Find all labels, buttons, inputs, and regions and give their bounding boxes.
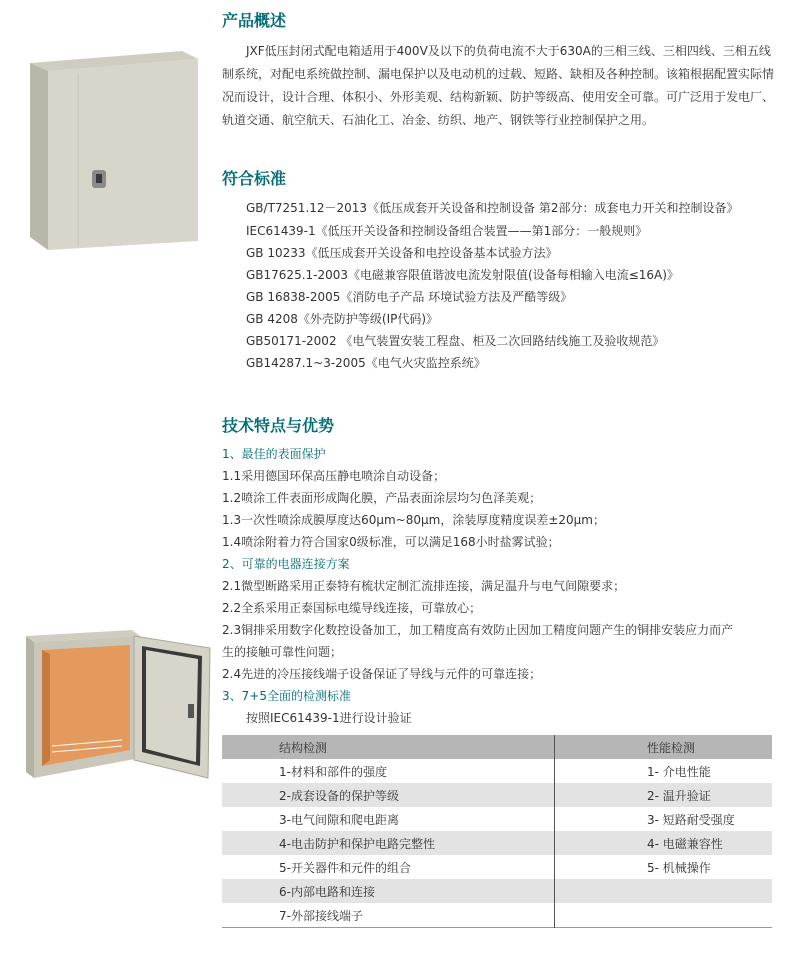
standard-item: IEC61439-1《低压开关设备和控制设备组合装置——第1部分：一般规则》: [246, 224, 648, 238]
table-cell: 5-开关器件和元件的组合: [222, 855, 555, 879]
feature-item: 2.4先进的冷压接线端子设备保证了导线与元件的可靠连接；: [222, 667, 542, 681]
standard-item: GB 4208《外壳防护等级(IP代码)》: [246, 312, 439, 326]
feature-item: 1.2喷涂工件表面形成陶化膜，产品表面涂层均匀色泽美观；: [222, 491, 542, 505]
feature-item: 2.3铜排采用数字化数控设备加工，加工精度高有效防止因加工精度问题产生的铜排安装应力而产: [222, 623, 734, 637]
table-row: [222, 903, 772, 928]
table-row: [222, 879, 772, 903]
feature-item: 2.1微型断路采用正泰特有梳状定制汇流排连接，满足温升与电气间隙要求；: [222, 579, 626, 593]
table-cell: 6-内部电路和连接: [222, 879, 555, 903]
table-row: [222, 807, 772, 831]
feature-section-3-title: 3、7+5全面的检测标准: [222, 689, 351, 703]
standard-item: GB/T7251.12－2013《低压成套开关设备和控制设备 第2部分：成套电力开关和控制设备》: [246, 201, 739, 215]
table-cell: 3- 短路耐受强度: [647, 812, 735, 827]
test-standards-table: [222, 735, 772, 928]
standard-item: GB 10233《低压成套开关设备和电控设备基本试验方法》: [246, 246, 558, 260]
table-cell: [555, 903, 773, 928]
open-cabinet-image: [22, 628, 212, 783]
feature-item: 1.4喷涂附着力符合国家0级标准，可以满足168小时盐雾试验；: [222, 535, 560, 549]
table-cell: 2-成套设备的保护等级: [222, 783, 555, 807]
table-cell: 1- 介电性能: [647, 764, 711, 779]
feature-item: 2.2全系采用正泰国标电缆导线连接，可靠放心；: [222, 601, 482, 615]
table-cell: 7-外部接线端子: [222, 903, 555, 928]
feature-item: 1.3一次性喷涂成膜厚度达60μm~80μm，涂装厚度精度误差±20μm；: [222, 513, 605, 527]
feature-section-1-title: 1、最佳的表面保护: [222, 447, 326, 461]
feature-section-2-title: 2、可靠的电器连接方案: [222, 557, 350, 571]
standards-title: 符合标准: [222, 169, 287, 188]
table-cell: 3-电气间隙和爬电距离: [222, 807, 555, 831]
table-cell: 1-材料和部件的强度: [222, 759, 555, 783]
table-row: [222, 759, 772, 783]
table-row: [222, 783, 772, 807]
table-cell: 2- 温升验证: [555, 783, 773, 807]
table-header-structure: 结构检测: [222, 735, 555, 759]
table-cell: 5- 机械操作: [647, 860, 711, 875]
feature-section-3-note: 按照IEC61439-1进行设计验证: [246, 711, 412, 725]
feature-item: 1.1采用德国环保高压静电喷涂自动设备；: [222, 469, 446, 483]
table-header-performance: 性能检测: [555, 735, 773, 759]
features-title: 技术特点与优势: [222, 416, 335, 435]
overview-text: JXF低压封闭式配电箱适用于400V及以下的负荷电流不大于630A的三相三线、三相四线、三相五线制系统，对配电系统做控制、漏电保护以及电动机的过载、短路、缺相及各种控制。该箱根据配置实际情况而设计，设计合理、体积小、外形美观、结构新颖、防护等级高、使用安全可靠。可广泛用于发电厂、轨道交通、航空航天、石油化工、冶金、纺织、地产、钢铁等行业控制保护之用。: [222, 44, 775, 127]
standard-item: GB 16838-2005《消防电子产品 环境试验方法及严酷等级》: [246, 290, 573, 304]
standard-item: GB17625.1-2003《电磁兼容限值谐波电流发射限值(设备每相输入电流≤16A)》: [246, 268, 679, 282]
overview-title: 产品概述: [222, 11, 287, 30]
table-header-row: [222, 735, 772, 759]
table-cell: [555, 879, 773, 903]
closed-cabinet-image: [30, 45, 200, 250]
table-row: [222, 855, 772, 879]
feature-item: 生的接触可靠性问题；: [222, 645, 343, 659]
standard-item: GB50171-2002 《电气装置安装工程盘、柜及二次回路结线施工及验收规范》: [246, 334, 665, 348]
table-cell: 4- 电磁兼容性: [555, 831, 773, 855]
table-cell: 4-电击防护和保护电路完整性: [222, 831, 555, 855]
table-row: [222, 831, 772, 855]
standard-item: GB14287.1~3-2005《电气火灾监控系统》: [246, 356, 486, 370]
